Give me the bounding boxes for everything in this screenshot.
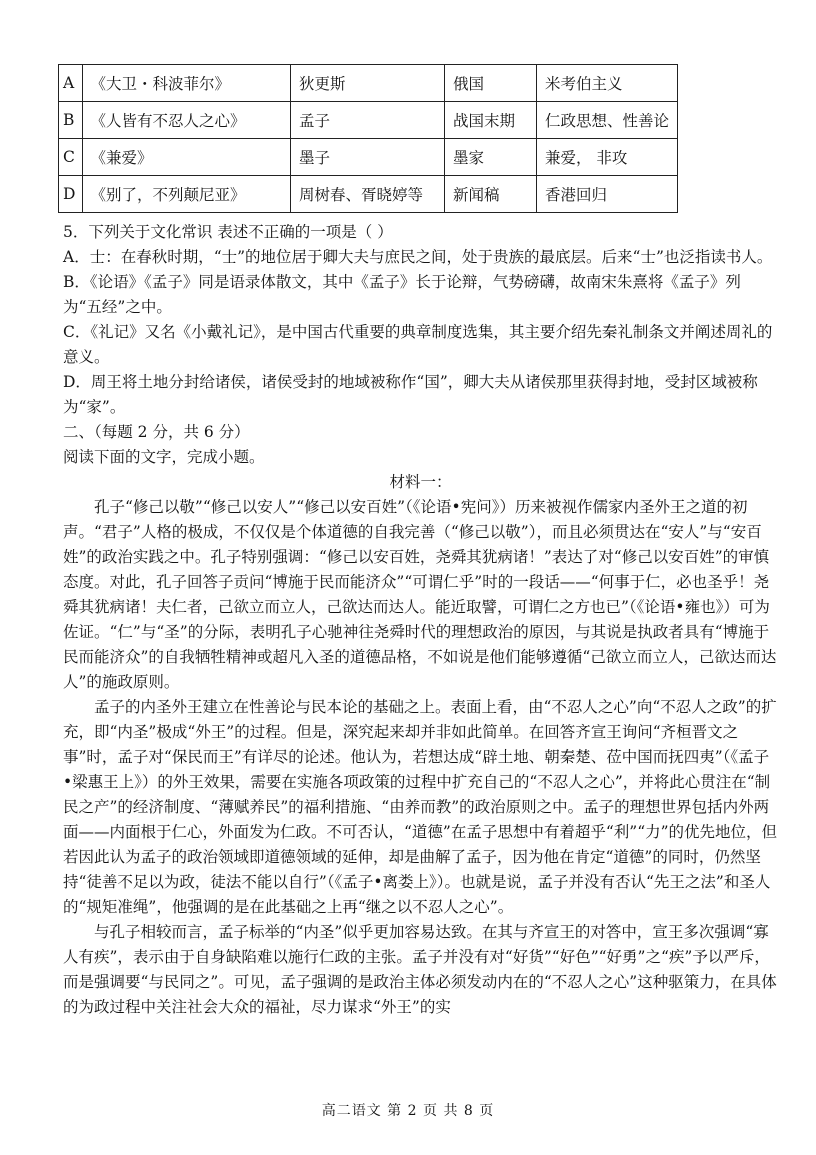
table-cell-work: 《兼爱》 <box>82 139 291 176</box>
table-cell-author: 狄更斯 <box>291 65 445 102</box>
table-cell-theme: 米考伯主义 <box>536 65 677 102</box>
q5-option-c: C．《礼记》又名《小戴礼记》，是中国古代重要的典章制度选集，其主要介绍先秦礼制条文并阐述周礼的意义。 <box>63 323 773 366</box>
table-row <box>59 65 678 102</box>
section-instruction: 阅读下面的文字，完成小题。 <box>63 448 265 466</box>
table-cell-author: 墨子 <box>291 139 445 176</box>
body-text <box>63 220 778 1020</box>
options-table <box>58 64 678 213</box>
material-title: 材料一： <box>389 473 452 491</box>
paragraph-2: 孟子的内圣外王建立在性善论与民本论的基础之上。表面上看，由“不忍人之心”向“不忍人之政”的扩充，即“内圣”极成“外王”的过程。但是，深究起来却并非如此简单。在回答齐宣王询问“齐桓晋文之事”时，孟子对“保民而王”有详尽的论述。他认为，若想达成“辟土地、朝秦楚、莅中国而抚四夷”（《孟子•梁惠王上》）的外王效果，需要在实施各项政策的过程中扩充自己的“不忍人之心”，并将此心贯注在“制民之产”的经济制度、“薄赋养民”的福利措施、“由养而教”的政治原则之中。孟子的理想世界包括内外两面——内面根于仁心，外面发为仁政。不可否认，“道德”在孟子思想中有着超乎“利”“力”的优先地位，但若因此认为孟子的政治领域即道德领域的延伸，却是曲解了孟子，因为他在肯定“道德”的同时，仍然坚持“徒善不足以为政，徒法不能以自行”（《孟子•离娄上》）。也就是说，孟子并没有否认“先王之法”和圣人的“规矩准绳”，他强调的是在此基础之上再“继之以不忍人之心”。 <box>63 698 778 916</box>
table-cell-category: 战国末期 <box>444 102 536 139</box>
table-cell-opt: C <box>59 139 83 176</box>
table-cell-work: 《人皆有不忍人之心》 <box>82 102 291 139</box>
q5-option-a: A．士：在春秋时期，“士”的地位居于卿大夫与庶民之间，处于贵族的最底层。后来“士”也泛指读书人。 <box>63 248 773 266</box>
table-cell-author: 周树春、胥晓婷等 <box>291 176 445 213</box>
paragraph-3: 与孔子相较而言，孟子标举的“内圣”似乎更加容易达致。在其与齐宣王的对答中，宣王多次强调“寡人有疾”，表示由于自身缺陷难以施行仁政的主张。孟子并没有对“好货”“好色”“好勇”之“疾”予以严斥，而是强调要“与民同之”。可见，孟子强调的是政治主体必须发动内在的“不忍人之心”这种驱策力，在具体的为政过程中关注社会大众的福祉，尽力谋求“外王”的实 <box>63 923 777 1016</box>
table-cell-theme: 兼爱， 非攻 <box>536 139 677 176</box>
table-cell-theme: 仁政思想、性善论 <box>536 102 677 139</box>
section-heading: 二、（每题 2 分，共 6 分） <box>63 423 250 441</box>
table-cell-author: 孟子 <box>291 102 445 139</box>
q5-stem: 5．下列关于文化常识 表述不正确的一项是（ ） <box>63 223 393 241</box>
table-row <box>59 139 678 176</box>
table-cell-category: 俄国 <box>444 65 536 102</box>
table-cell-theme: 香港回归 <box>536 176 677 213</box>
q5-option-b: B．《论语》《孟子》同是语录体散文，其中《孟子》长于论辩，气势磅礴，故南宋朱熹将《孟子》列为“五经”之中。 <box>63 273 741 316</box>
page-footer: 高二语文 第 2 页 共 8 页 <box>321 1103 495 1119</box>
table-cell-opt: D <box>59 176 83 213</box>
table-cell-work: 《别了，不列颠尼亚》 <box>82 176 291 213</box>
table-row <box>59 102 678 139</box>
table-cell-category: 墨家 <box>444 139 536 176</box>
table-cell-opt: A <box>59 65 83 102</box>
q5-option-d: D．周王将土地分封给诸侯，诸侯受封的地域被称作“国”，卿大夫从诸侯那里获得封地，受封区域被称为“家”。 <box>63 373 758 416</box>
paragraph-1: 孔子“修己以敬”“修己以安人”“修己以安百姓”（《论语•宪问》）历来被视作儒家内圣外王之道的初声。“君子”人格的极成，不仅仅是个体道德的自我完善（“修己以敬”），而且必须贯达在“安人”与“安百姓”的政治实践之中。孔子特别强调：“修己以安百姓，尧舜其犹病诸！”表达了对“修己以安百姓”的审慎态度。对此，孔子回答子贡问“博施于民而能济众”“可谓仁乎”时的一段话——“何事于仁，必也圣乎！尧舜其犹病诸！夫仁者，己欲立而立人，己欲达而达人。能近取譬，可谓仁之方也已”（《论语•雍也》）可为佐证。“仁”与“圣”的分际，表明孔子心驰神往尧舜时代的理想政治的原因，与其说是执政者具有“博施于民而能济众”的自我牺牲精神或超凡入圣的道德品格，不如说是他们能够遵循“己欲立而立人，己欲达而达人”的施政原则。 <box>63 498 777 691</box>
table-cell-opt: B <box>59 102 83 139</box>
table-cell-work: 《大卫・科波菲尔》 <box>82 65 291 102</box>
table-cell-category: 新闻稿 <box>444 176 536 213</box>
table-row <box>59 176 678 213</box>
